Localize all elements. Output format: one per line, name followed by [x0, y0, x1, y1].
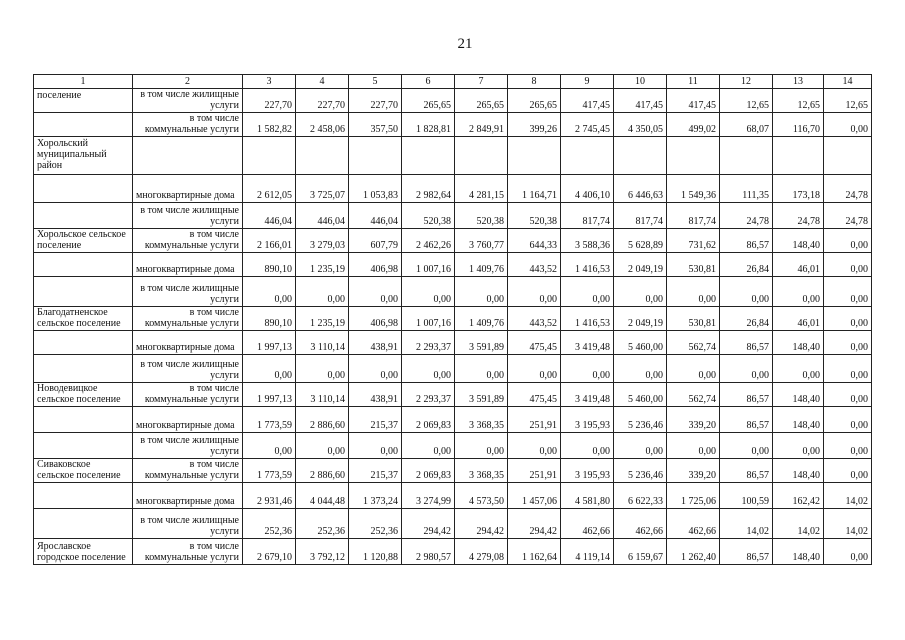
value-cell-col-10: 5 236,46	[614, 459, 667, 483]
value-cell-col-3: 446,04	[243, 203, 296, 229]
table-row	[34, 113, 872, 137]
value-cell-col-6: 0,00	[402, 277, 455, 307]
value-cell-col-8: 443,52	[508, 307, 561, 331]
value-cell-col-12: 0,00	[720, 355, 773, 383]
value-cell-col-12: 12,65	[720, 89, 773, 113]
value-cell-col-8: 251,91	[508, 459, 561, 483]
value-cell-col-9: 0,00	[561, 277, 614, 307]
value-cell-col-12: 86,57	[720, 407, 773, 433]
value-cell-col-12: 86,57	[720, 331, 773, 355]
settlement-name-cell	[34, 433, 133, 459]
value-cell-col-13: 148,40	[773, 407, 824, 433]
value-cell-col-14: 0,00	[824, 539, 872, 565]
value-cell-col-13: 148,40	[773, 331, 824, 355]
value-cell-col-12: 86,57	[720, 539, 773, 565]
value-cell-col-7: 3 368,35	[455, 459, 508, 483]
value-cell-col-3: 1 773,59	[243, 407, 296, 433]
header-cell-6: 6	[402, 75, 455, 89]
value-cell-col-11: 1 725,06	[667, 483, 720, 509]
settlement-name-cell	[34, 253, 133, 277]
value-cell-col-5: 215,37	[349, 407, 402, 433]
value-cell-col-4: 0,00	[296, 277, 349, 307]
header-cell-7: 7	[455, 75, 508, 89]
value-cell-col-4: 0,00	[296, 355, 349, 383]
value-cell-col-10: 6 622,33	[614, 483, 667, 509]
table-row	[34, 459, 872, 483]
value-cell-col-13: 0,00	[773, 433, 824, 459]
value-cell-col-3: 2 612,05	[243, 175, 296, 203]
value-cell-col-6: 2 069,83	[402, 459, 455, 483]
category-cell: в том числе коммунальные услуги	[133, 459, 243, 483]
value-cell-col-7: 1 409,76	[455, 253, 508, 277]
value-cell-col-4: 1 235,19	[296, 253, 349, 277]
value-cell-col-5	[349, 137, 402, 175]
value-cell-col-9: 3 419,48	[561, 331, 614, 355]
table-row	[34, 509, 872, 539]
value-cell-col-12: 86,57	[720, 383, 773, 407]
value-cell-col-4: 252,36	[296, 509, 349, 539]
value-cell-col-9: 3 195,93	[561, 407, 614, 433]
value-cell-col-10: 0,00	[614, 355, 667, 383]
category-cell: многоквартирные дома	[133, 483, 243, 509]
table-row	[34, 89, 872, 113]
category-cell: в том числе жилищные услуги	[133, 277, 243, 307]
value-cell-col-6: 2 293,37	[402, 331, 455, 355]
value-cell-col-10: 5 460,00	[614, 331, 667, 355]
value-cell-col-13: 148,40	[773, 539, 824, 565]
value-cell-col-11: 339,20	[667, 407, 720, 433]
value-cell-col-5: 357,50	[349, 113, 402, 137]
table-row	[34, 407, 872, 433]
value-cell-col-4: 0,00	[296, 433, 349, 459]
value-cell-col-6: 294,42	[402, 509, 455, 539]
settlement-name-cell	[34, 331, 133, 355]
value-cell-col-7: 0,00	[455, 355, 508, 383]
value-cell-col-7: 4 573,50	[455, 483, 508, 509]
value-cell-col-6: 520,38	[402, 203, 455, 229]
value-cell-col-13: 46,01	[773, 253, 824, 277]
value-cell-col-4: 2 458,06	[296, 113, 349, 137]
value-cell-col-7: 0,00	[455, 277, 508, 307]
value-cell-col-11: 731,62	[667, 229, 720, 253]
value-cell-col-6	[402, 137, 455, 175]
table-row	[34, 383, 872, 407]
header-cell-14: 14	[824, 75, 872, 89]
value-cell-col-3: 2 679,10	[243, 539, 296, 565]
value-cell-col-9: 0,00	[561, 355, 614, 383]
value-cell-col-13: 148,40	[773, 229, 824, 253]
value-cell-col-12: 86,57	[720, 459, 773, 483]
value-cell-col-7: 1 409,76	[455, 307, 508, 331]
value-cell-col-9: 4 119,14	[561, 539, 614, 565]
category-cell: в том числе жилищные услуги	[133, 355, 243, 383]
value-cell-col-9: 0,00	[561, 433, 614, 459]
value-cell-col-8: 0,00	[508, 277, 561, 307]
value-cell-col-13: 0,00	[773, 355, 824, 383]
value-cell-col-13: 162,42	[773, 483, 824, 509]
value-cell-col-8: 644,33	[508, 229, 561, 253]
value-cell-col-5: 607,79	[349, 229, 402, 253]
value-cell-col-4: 3 279,03	[296, 229, 349, 253]
value-cell-col-11: 530,81	[667, 253, 720, 277]
value-cell-col-6: 2 462,26	[402, 229, 455, 253]
value-cell-col-13: 46,01	[773, 307, 824, 331]
value-cell-col-12	[720, 137, 773, 175]
value-cell-col-11: 0,00	[667, 277, 720, 307]
value-cell-col-14: 0,00	[824, 229, 872, 253]
value-cell-col-14: 0,00	[824, 459, 872, 483]
category-cell: в том числе коммунальные услуги	[133, 307, 243, 331]
value-cell-col-6: 0,00	[402, 355, 455, 383]
value-cell-col-8: 475,45	[508, 383, 561, 407]
category-cell: многоквартирные дома	[133, 253, 243, 277]
table-row	[34, 175, 872, 203]
value-cell-col-9: 3 195,93	[561, 459, 614, 483]
value-cell-col-5: 252,36	[349, 509, 402, 539]
value-cell-col-10: 6 159,67	[614, 539, 667, 565]
value-cell-col-13: 0,00	[773, 277, 824, 307]
value-cell-col-4: 3 792,12	[296, 539, 349, 565]
value-cell-col-11: 1 262,40	[667, 539, 720, 565]
value-cell-col-8: 0,00	[508, 433, 561, 459]
value-cell-col-9: 3 419,48	[561, 383, 614, 407]
value-cell-col-3: 1 773,59	[243, 459, 296, 483]
value-cell-col-8: 399,26	[508, 113, 561, 137]
value-cell-col-12: 0,00	[720, 433, 773, 459]
table-row	[34, 203, 872, 229]
value-cell-col-5: 0,00	[349, 355, 402, 383]
value-cell-col-4: 2 886,60	[296, 407, 349, 433]
table-row	[34, 307, 872, 331]
settlement-name-cell	[34, 203, 133, 229]
header-cell-11: 11	[667, 75, 720, 89]
value-cell-col-7: 0,00	[455, 433, 508, 459]
value-cell-col-7: 294,42	[455, 509, 508, 539]
value-cell-col-9: 817,74	[561, 203, 614, 229]
value-cell-col-11	[667, 137, 720, 175]
value-cell-col-5: 1 120,88	[349, 539, 402, 565]
value-cell-col-10: 6 446,63	[614, 175, 667, 203]
table-row	[34, 253, 872, 277]
value-cell-col-13: 14,02	[773, 509, 824, 539]
value-cell-col-8: 0,00	[508, 355, 561, 383]
table-row	[34, 355, 872, 383]
value-cell-col-3: 1 997,13	[243, 383, 296, 407]
value-cell-col-13: 148,40	[773, 383, 824, 407]
value-cell-col-10: 5 628,89	[614, 229, 667, 253]
table-row	[34, 539, 872, 565]
category-cell: в том числе коммунальные услуги	[133, 113, 243, 137]
value-cell-col-14: 24,78	[824, 203, 872, 229]
value-cell-col-6: 0,00	[402, 433, 455, 459]
category-cell: в том числе коммунальные услуги	[133, 229, 243, 253]
value-cell-col-14	[824, 137, 872, 175]
settlement-name-cell	[34, 175, 133, 203]
value-cell-col-14: 0,00	[824, 433, 872, 459]
value-cell-col-3: 2 931,46	[243, 483, 296, 509]
value-cell-col-13: 116,70	[773, 113, 824, 137]
value-cell-col-10: 2 049,19	[614, 253, 667, 277]
header-cell-8: 8	[508, 75, 561, 89]
settlement-name-cell	[34, 277, 133, 307]
value-cell-col-8: 1 164,71	[508, 175, 561, 203]
settlement-name-cell	[34, 355, 133, 383]
value-cell-col-10: 2 049,19	[614, 307, 667, 331]
value-cell-col-12: 26,84	[720, 307, 773, 331]
value-cell-col-5: 438,91	[349, 331, 402, 355]
value-cell-col-7: 3 760,77	[455, 229, 508, 253]
value-cell-col-3: 0,00	[243, 433, 296, 459]
value-cell-col-6: 2 980,57	[402, 539, 455, 565]
table-row	[34, 137, 872, 175]
value-cell-col-4: 3 725,07	[296, 175, 349, 203]
value-cell-col-13	[773, 137, 824, 175]
settlement-name-cell	[34, 407, 133, 433]
value-cell-col-13: 148,40	[773, 459, 824, 483]
value-cell-col-10: 5 460,00	[614, 383, 667, 407]
value-cell-col-10: 0,00	[614, 433, 667, 459]
value-cell-col-4	[296, 137, 349, 175]
category-cell: многоквартирные дома	[133, 407, 243, 433]
header-cell-2: 2	[133, 75, 243, 89]
value-cell-col-6: 3 274,99	[402, 483, 455, 509]
value-cell-col-10	[614, 137, 667, 175]
value-cell-col-11: 417,45	[667, 89, 720, 113]
settlement-name-cell: Новодевицкое сельское поселение	[34, 383, 133, 407]
value-cell-col-12: 111,35	[720, 175, 773, 203]
value-cell-col-4: 3 110,14	[296, 383, 349, 407]
value-cell-col-6: 1 828,81	[402, 113, 455, 137]
value-cell-col-6: 2 069,83	[402, 407, 455, 433]
value-cell-col-9	[561, 137, 614, 175]
value-cell-col-13: 12,65	[773, 89, 824, 113]
header-cell-13: 13	[773, 75, 824, 89]
tariff-table	[33, 74, 872, 565]
value-cell-col-14: 14,02	[824, 509, 872, 539]
value-cell-col-14: 0,00	[824, 383, 872, 407]
value-cell-col-14: 0,00	[824, 253, 872, 277]
value-cell-col-8: 443,52	[508, 253, 561, 277]
value-cell-col-9: 4 581,80	[561, 483, 614, 509]
category-cell: в том числе коммунальные услуги	[133, 539, 243, 565]
value-cell-col-12: 100,59	[720, 483, 773, 509]
header-cell-3: 3	[243, 75, 296, 89]
value-cell-col-5: 0,00	[349, 277, 402, 307]
value-cell-col-10: 417,45	[614, 89, 667, 113]
value-cell-col-8: 475,45	[508, 331, 561, 355]
value-cell-col-3: 252,36	[243, 509, 296, 539]
value-cell-col-12: 68,07	[720, 113, 773, 137]
value-cell-col-11: 562,74	[667, 331, 720, 355]
value-cell-col-4: 4 044,48	[296, 483, 349, 509]
value-cell-col-7	[455, 137, 508, 175]
value-cell-col-5: 406,98	[349, 307, 402, 331]
value-cell-col-4: 227,70	[296, 89, 349, 113]
value-cell-col-3: 0,00	[243, 277, 296, 307]
value-cell-col-14: 0,00	[824, 407, 872, 433]
value-cell-col-8: 294,42	[508, 509, 561, 539]
value-cell-col-5: 446,04	[349, 203, 402, 229]
value-cell-col-6: 2 293,37	[402, 383, 455, 407]
value-cell-col-11: 0,00	[667, 433, 720, 459]
value-cell-col-14: 0,00	[824, 277, 872, 307]
value-cell-col-11: 530,81	[667, 307, 720, 331]
value-cell-col-9: 1 416,53	[561, 253, 614, 277]
value-cell-col-3: 1 997,13	[243, 331, 296, 355]
value-cell-col-7: 2 849,91	[455, 113, 508, 137]
value-cell-col-10: 462,66	[614, 509, 667, 539]
value-cell-col-3	[243, 137, 296, 175]
value-cell-col-4: 2 886,60	[296, 459, 349, 483]
category-cell: в том числе жилищные услуги	[133, 89, 243, 113]
value-cell-col-12: 24,78	[720, 203, 773, 229]
value-cell-col-12: 26,84	[720, 253, 773, 277]
settlement-name-cell	[34, 113, 133, 137]
value-cell-col-14: 24,78	[824, 175, 872, 203]
value-cell-col-9: 2 745,45	[561, 113, 614, 137]
page-number: 21	[457, 36, 473, 52]
value-cell-col-7: 265,65	[455, 89, 508, 113]
value-cell-col-14: 14,02	[824, 483, 872, 509]
category-cell: в том числе жилищные услуги	[133, 203, 243, 229]
header-cell-10: 10	[614, 75, 667, 89]
value-cell-col-3: 1 582,82	[243, 113, 296, 137]
category-cell: в том числе жилищные услуги	[133, 509, 243, 539]
value-cell-col-9: 462,66	[561, 509, 614, 539]
table-row	[34, 229, 872, 253]
value-cell-col-8: 520,38	[508, 203, 561, 229]
value-cell-col-7: 4 281,15	[455, 175, 508, 203]
value-cell-col-12: 0,00	[720, 277, 773, 307]
value-cell-col-8: 1 457,06	[508, 483, 561, 509]
category-cell: многоквартирные дома	[133, 331, 243, 355]
category-cell: в том числе коммунальные услуги	[133, 383, 243, 407]
category-cell: многоквартирные дома	[133, 175, 243, 203]
table-row	[34, 331, 872, 355]
value-cell-col-14: 0,00	[824, 355, 872, 383]
value-cell-col-8: 251,91	[508, 407, 561, 433]
value-cell-col-5: 227,70	[349, 89, 402, 113]
value-cell-col-3: 890,10	[243, 307, 296, 331]
settlement-name-cell: Сиваковское сельское поселение	[34, 459, 133, 483]
table-row	[34, 433, 872, 459]
settlement-name-cell: поселение	[34, 89, 133, 113]
category-cell: в том числе жилищные услуги	[133, 433, 243, 459]
value-cell-col-13: 173,18	[773, 175, 824, 203]
value-cell-col-14: 0,00	[824, 307, 872, 331]
value-cell-col-11: 1 549,36	[667, 175, 720, 203]
value-cell-col-7: 3 368,35	[455, 407, 508, 433]
settlement-name-cell: Ярославское городское поселение	[34, 539, 133, 565]
value-cell-col-6: 2 982,64	[402, 175, 455, 203]
value-cell-col-9: 1 416,53	[561, 307, 614, 331]
table-row	[34, 277, 872, 307]
table-row	[34, 483, 872, 509]
value-cell-col-7: 520,38	[455, 203, 508, 229]
value-cell-col-8: 1 162,64	[508, 539, 561, 565]
value-cell-col-13: 24,78	[773, 203, 824, 229]
value-cell-col-3: 890,10	[243, 253, 296, 277]
value-cell-col-3: 2 166,01	[243, 229, 296, 253]
value-cell-col-10: 5 236,46	[614, 407, 667, 433]
value-cell-col-14: 0,00	[824, 331, 872, 355]
value-cell-col-4: 446,04	[296, 203, 349, 229]
value-cell-col-5: 1 373,24	[349, 483, 402, 509]
value-cell-col-11: 339,20	[667, 459, 720, 483]
header-cell-12: 12	[720, 75, 773, 89]
value-cell-col-11: 462,66	[667, 509, 720, 539]
value-cell-col-11: 0,00	[667, 355, 720, 383]
value-cell-col-6: 1 007,16	[402, 253, 455, 277]
header-cell-9: 9	[561, 75, 614, 89]
value-cell-col-14: 0,00	[824, 113, 872, 137]
value-cell-col-9: 417,45	[561, 89, 614, 113]
value-cell-col-7: 3 591,89	[455, 331, 508, 355]
value-cell-col-6: 1 007,16	[402, 307, 455, 331]
value-cell-col-10: 4 350,05	[614, 113, 667, 137]
value-cell-col-11: 817,74	[667, 203, 720, 229]
value-cell-col-8	[508, 137, 561, 175]
value-cell-col-9: 4 406,10	[561, 175, 614, 203]
value-cell-col-5: 438,91	[349, 383, 402, 407]
settlement-name-cell	[34, 509, 133, 539]
value-cell-col-3: 0,00	[243, 355, 296, 383]
settlement-name-cell: Хорольский муниципальный район	[34, 137, 133, 175]
value-cell-col-5: 1 053,83	[349, 175, 402, 203]
category-cell	[133, 137, 243, 175]
value-cell-col-11: 562,74	[667, 383, 720, 407]
value-cell-col-7: 4 279,08	[455, 539, 508, 565]
header-cell-4: 4	[296, 75, 349, 89]
settlement-name-cell	[34, 483, 133, 509]
value-cell-col-4: 3 110,14	[296, 331, 349, 355]
header-cell-5: 5	[349, 75, 402, 89]
value-cell-col-14: 12,65	[824, 89, 872, 113]
value-cell-col-5: 215,37	[349, 459, 402, 483]
value-cell-col-4: 1 235,19	[296, 307, 349, 331]
value-cell-col-10: 0,00	[614, 277, 667, 307]
value-cell-col-7: 3 591,89	[455, 383, 508, 407]
value-cell-col-5: 0,00	[349, 433, 402, 459]
value-cell-col-9: 3 588,36	[561, 229, 614, 253]
value-cell-col-8: 265,65	[508, 89, 561, 113]
value-cell-col-6: 265,65	[402, 89, 455, 113]
header-cell-1: 1	[34, 75, 133, 89]
value-cell-col-10: 817,74	[614, 203, 667, 229]
value-cell-col-5: 406,98	[349, 253, 402, 277]
value-cell-col-12: 14,02	[720, 509, 773, 539]
settlement-name-cell: Благодатненское сельское поселение	[34, 307, 133, 331]
value-cell-col-12: 86,57	[720, 229, 773, 253]
value-cell-col-11: 499,02	[667, 113, 720, 137]
header-row	[34, 75, 872, 89]
settlement-name-cell: Хорольское сельское поселение	[34, 229, 133, 253]
value-cell-col-3: 227,70	[243, 89, 296, 113]
